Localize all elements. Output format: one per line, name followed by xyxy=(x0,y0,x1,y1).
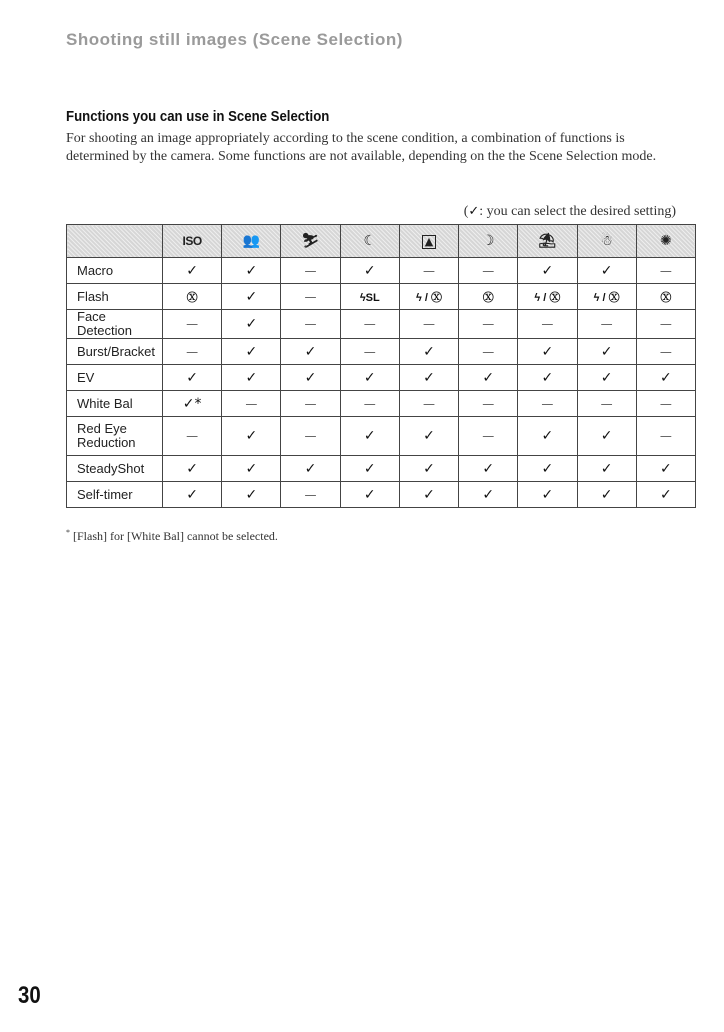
table-cell xyxy=(163,310,222,339)
cell-value: ✓ xyxy=(541,486,554,503)
cell-value: — xyxy=(186,344,199,359)
intro-paragraph: For shooting an image appropriately according to the scene condition, a combination of functions is determined by the camera. Some functions are not available, depending on the the Scene Selection mode. xyxy=(66,131,657,164)
table-cell xyxy=(399,339,458,365)
table-cell xyxy=(281,310,340,339)
table-row xyxy=(67,482,696,508)
page-header: Shooting still images (Scene Selection) xyxy=(66,30,403,49)
cell-value: ϟ / Ⓧ xyxy=(593,291,620,304)
table-cell xyxy=(340,284,399,310)
scene-header-cell xyxy=(281,225,340,258)
scene-functions-table xyxy=(66,224,696,508)
table-body xyxy=(67,258,696,508)
cell-value: Ⓧ xyxy=(482,291,494,304)
table-cell xyxy=(399,456,458,482)
table-cell xyxy=(577,339,636,365)
cell-value: — xyxy=(363,396,376,411)
footnote xyxy=(66,528,278,544)
table-cell xyxy=(222,456,281,482)
row-label: Self-timer xyxy=(67,482,163,508)
cell-value: — xyxy=(422,317,435,331)
cell-value: — xyxy=(541,396,554,411)
cell-value: — xyxy=(186,429,199,443)
table-cell xyxy=(222,310,281,339)
table-cell xyxy=(222,284,281,310)
table-cell xyxy=(340,482,399,508)
table-row xyxy=(67,284,696,310)
cell-value: — xyxy=(304,289,317,304)
table-row xyxy=(67,391,696,417)
table-cell xyxy=(459,456,518,482)
table-cell xyxy=(163,258,222,284)
table-cell xyxy=(281,482,340,508)
table-cell xyxy=(222,417,281,456)
table-cell xyxy=(518,456,577,482)
table-row xyxy=(67,456,696,482)
table-cell xyxy=(222,258,281,284)
snow-icon: ☃ xyxy=(600,233,613,249)
table-cell xyxy=(340,365,399,391)
cell-value: ✓ xyxy=(245,428,258,444)
table-cell xyxy=(399,258,458,284)
table-cell xyxy=(636,482,695,508)
scene-icon-row xyxy=(67,225,696,258)
scene-header-cell xyxy=(222,225,281,258)
cell-value: — xyxy=(541,317,554,331)
table-cell xyxy=(340,391,399,417)
cell-value: ✓ xyxy=(660,369,672,386)
cell-value: ✓ xyxy=(304,460,317,477)
cell-value: — xyxy=(659,429,672,443)
cell-value: ✓ xyxy=(600,343,613,360)
row-label: White Bal xyxy=(67,391,163,417)
cell-value: — xyxy=(659,344,672,359)
cell-value: ϟSL xyxy=(359,291,380,304)
page-number: 30 xyxy=(18,982,41,1009)
table-cell xyxy=(163,456,222,482)
table-cell xyxy=(281,258,340,284)
table-cell xyxy=(222,339,281,365)
row-label: SteadyShot xyxy=(67,456,163,482)
table-cell xyxy=(459,258,518,284)
table-cell xyxy=(636,391,695,417)
legend-text: : you can select the desired setting) xyxy=(479,204,676,219)
cell-value: ✓ xyxy=(363,262,376,279)
cell-value: ✓ xyxy=(423,343,435,360)
cell-value: ✓ xyxy=(482,369,495,386)
cell-value: Ⓧ xyxy=(660,291,672,304)
cell-value: ✓ xyxy=(423,369,435,386)
table-cell xyxy=(636,417,695,456)
cell-value: ✓ xyxy=(482,486,495,503)
cell-value: ✓ xyxy=(600,486,613,503)
table-cell xyxy=(577,417,636,456)
table-cell xyxy=(518,258,577,284)
twilight-icon: ☽ xyxy=(481,233,495,249)
cell-value: ✓ xyxy=(482,460,495,477)
table-cell xyxy=(636,339,695,365)
table-cell xyxy=(577,391,636,417)
table-cell xyxy=(340,456,399,482)
cell-value: ✓ xyxy=(660,486,672,503)
table-cell xyxy=(459,417,518,456)
table-cell xyxy=(281,391,340,417)
cell-value: ✓* xyxy=(182,395,202,412)
table-cell xyxy=(163,284,222,310)
table-cell xyxy=(163,339,222,365)
high-sensitivity-icon: ISO xyxy=(182,234,202,248)
table-cell xyxy=(459,482,518,508)
row-label: EV xyxy=(67,365,163,391)
cell-value: ✓ xyxy=(245,486,258,503)
footnote-text: [Flash] for [White Bal] cannot be selected. xyxy=(73,529,278,543)
cell-value: ✓ xyxy=(600,428,613,444)
cell-value: — xyxy=(659,396,672,411)
cell-value: ✓ xyxy=(363,369,376,386)
cell-value: ✓ xyxy=(423,486,435,503)
cell-value: ✓ xyxy=(541,262,554,279)
fireworks-icon: ✺ xyxy=(660,233,672,249)
cell-value: ✓ xyxy=(363,486,376,503)
cell-value: ✓ xyxy=(186,486,198,503)
table-cell xyxy=(222,391,281,417)
cell-value: — xyxy=(422,263,435,278)
cell-value: ✓ xyxy=(423,428,435,444)
cell-value: — xyxy=(304,317,317,331)
advanced-sports-icon: ⛷ xyxy=(301,233,320,249)
table-cell xyxy=(222,482,281,508)
cell-value: ✓ xyxy=(363,460,376,477)
cell-value: ✓ xyxy=(600,369,613,386)
cell-value: ✓ xyxy=(363,428,376,444)
table-cell xyxy=(399,482,458,508)
table-cell xyxy=(636,258,695,284)
table-cell xyxy=(281,456,340,482)
cell-value: ✓ xyxy=(541,428,554,444)
table-cell xyxy=(577,284,636,310)
cell-value: — xyxy=(659,317,672,331)
table-cell xyxy=(636,310,695,339)
table-cell xyxy=(163,365,222,391)
row-label: Burst/Bracket xyxy=(67,339,163,365)
cell-value: ✓ xyxy=(600,460,613,477)
cell-value: ✓ xyxy=(600,262,613,279)
table-cell xyxy=(340,258,399,284)
cell-value: — xyxy=(304,263,317,278)
row-label: Red Eye Reduction xyxy=(67,417,163,456)
table-cell xyxy=(577,310,636,339)
cell-value: ✓ xyxy=(541,369,554,386)
header-corner xyxy=(67,225,163,258)
section-title: Functions you can use in Scene Selection xyxy=(66,108,330,125)
table-cell xyxy=(399,391,458,417)
cell-value: ✓ xyxy=(245,262,258,279)
table-cell xyxy=(459,310,518,339)
table-cell xyxy=(399,365,458,391)
table-cell xyxy=(459,284,518,310)
footnote-mark: * xyxy=(66,528,70,537)
table-row xyxy=(67,417,696,456)
cell-value: ϟ / Ⓧ xyxy=(534,291,561,304)
table-cell xyxy=(518,365,577,391)
cell-value: ✓ xyxy=(660,460,672,477)
table-cell xyxy=(518,339,577,365)
table-cell xyxy=(222,365,281,391)
cell-value: — xyxy=(245,396,258,411)
cell-value: — xyxy=(304,396,317,411)
cell-value: ✓ xyxy=(423,460,435,477)
table-cell xyxy=(577,456,636,482)
table-cell xyxy=(636,456,695,482)
cell-value: ✓ xyxy=(245,316,258,332)
scene-header-cell xyxy=(399,225,458,258)
table-cell xyxy=(340,310,399,339)
cell-value: — xyxy=(600,317,613,331)
table-cell xyxy=(399,310,458,339)
cell-value: ✓ xyxy=(245,343,258,360)
cell-value: — xyxy=(186,317,199,331)
scene-header-cell xyxy=(459,225,518,258)
cell-value: — xyxy=(482,317,495,331)
table-cell xyxy=(518,482,577,508)
cell-value: ✓ xyxy=(186,262,198,279)
cell-value: — xyxy=(600,396,613,411)
cell-value: — xyxy=(304,487,317,502)
soft-snap-icon: 👥 xyxy=(242,233,261,249)
twilight-portrait-icon: ☾ xyxy=(363,233,377,249)
table-cell xyxy=(459,365,518,391)
cell-value: — xyxy=(363,344,376,359)
table-row xyxy=(67,339,696,365)
cell-value: — xyxy=(482,396,495,411)
scene-header-cell xyxy=(340,225,399,258)
cell-value: — xyxy=(482,263,495,278)
cell-value: ✓ xyxy=(245,369,258,386)
table-cell xyxy=(518,391,577,417)
cell-value: ✓ xyxy=(245,460,258,477)
cell-value: ✓ xyxy=(186,460,198,477)
row-label: Face Detection xyxy=(67,310,163,339)
table-cell xyxy=(399,417,458,456)
table-cell xyxy=(281,417,340,456)
legend-open: ( xyxy=(463,204,469,219)
table-cell xyxy=(163,417,222,456)
row-label: Flash xyxy=(67,284,163,310)
table-cell xyxy=(340,417,399,456)
table-cell xyxy=(163,391,222,417)
row-label: Macro xyxy=(67,258,163,284)
cell-value: — xyxy=(363,317,376,331)
scene-header-cell xyxy=(636,225,695,258)
table-cell xyxy=(281,365,340,391)
cell-value: — xyxy=(482,344,495,359)
cell-value: — xyxy=(422,396,435,411)
scene-header-cell xyxy=(577,225,636,258)
table-cell xyxy=(163,482,222,508)
beach-icon: ⛱ xyxy=(538,233,557,249)
cell-value: — xyxy=(659,263,672,278)
table-cell xyxy=(636,284,695,310)
cell-value: ✓ xyxy=(541,460,554,477)
table-cell xyxy=(577,482,636,508)
table-cell xyxy=(636,365,695,391)
check-icon: ✓ xyxy=(468,204,480,219)
table-cell xyxy=(518,284,577,310)
cell-value: ✓ xyxy=(186,369,198,386)
table-cell xyxy=(577,365,636,391)
table-cell xyxy=(518,310,577,339)
scene-header-cell xyxy=(518,225,577,258)
cell-value: ✓ xyxy=(304,343,317,360)
table-cell xyxy=(281,284,340,310)
table-cell xyxy=(577,258,636,284)
table-cell xyxy=(518,417,577,456)
table-cell xyxy=(281,339,340,365)
landscape-icon: ▲ xyxy=(422,235,436,249)
table-row xyxy=(67,258,696,284)
legend-note xyxy=(464,204,676,220)
table-cell xyxy=(340,339,399,365)
cell-value: — xyxy=(304,429,317,443)
cell-value: ϟ / Ⓧ xyxy=(415,291,442,304)
cell-value: Ⓧ xyxy=(186,291,198,304)
table-cell xyxy=(399,284,458,310)
table-row xyxy=(67,365,696,391)
table-cell xyxy=(459,391,518,417)
cell-value: ✓ xyxy=(304,369,317,386)
table-row xyxy=(67,310,696,339)
cell-value: — xyxy=(482,429,495,443)
table-cell xyxy=(459,339,518,365)
scene-header-cell xyxy=(163,225,222,258)
cell-value: ✓ xyxy=(245,288,258,305)
cell-value: ✓ xyxy=(541,343,554,360)
